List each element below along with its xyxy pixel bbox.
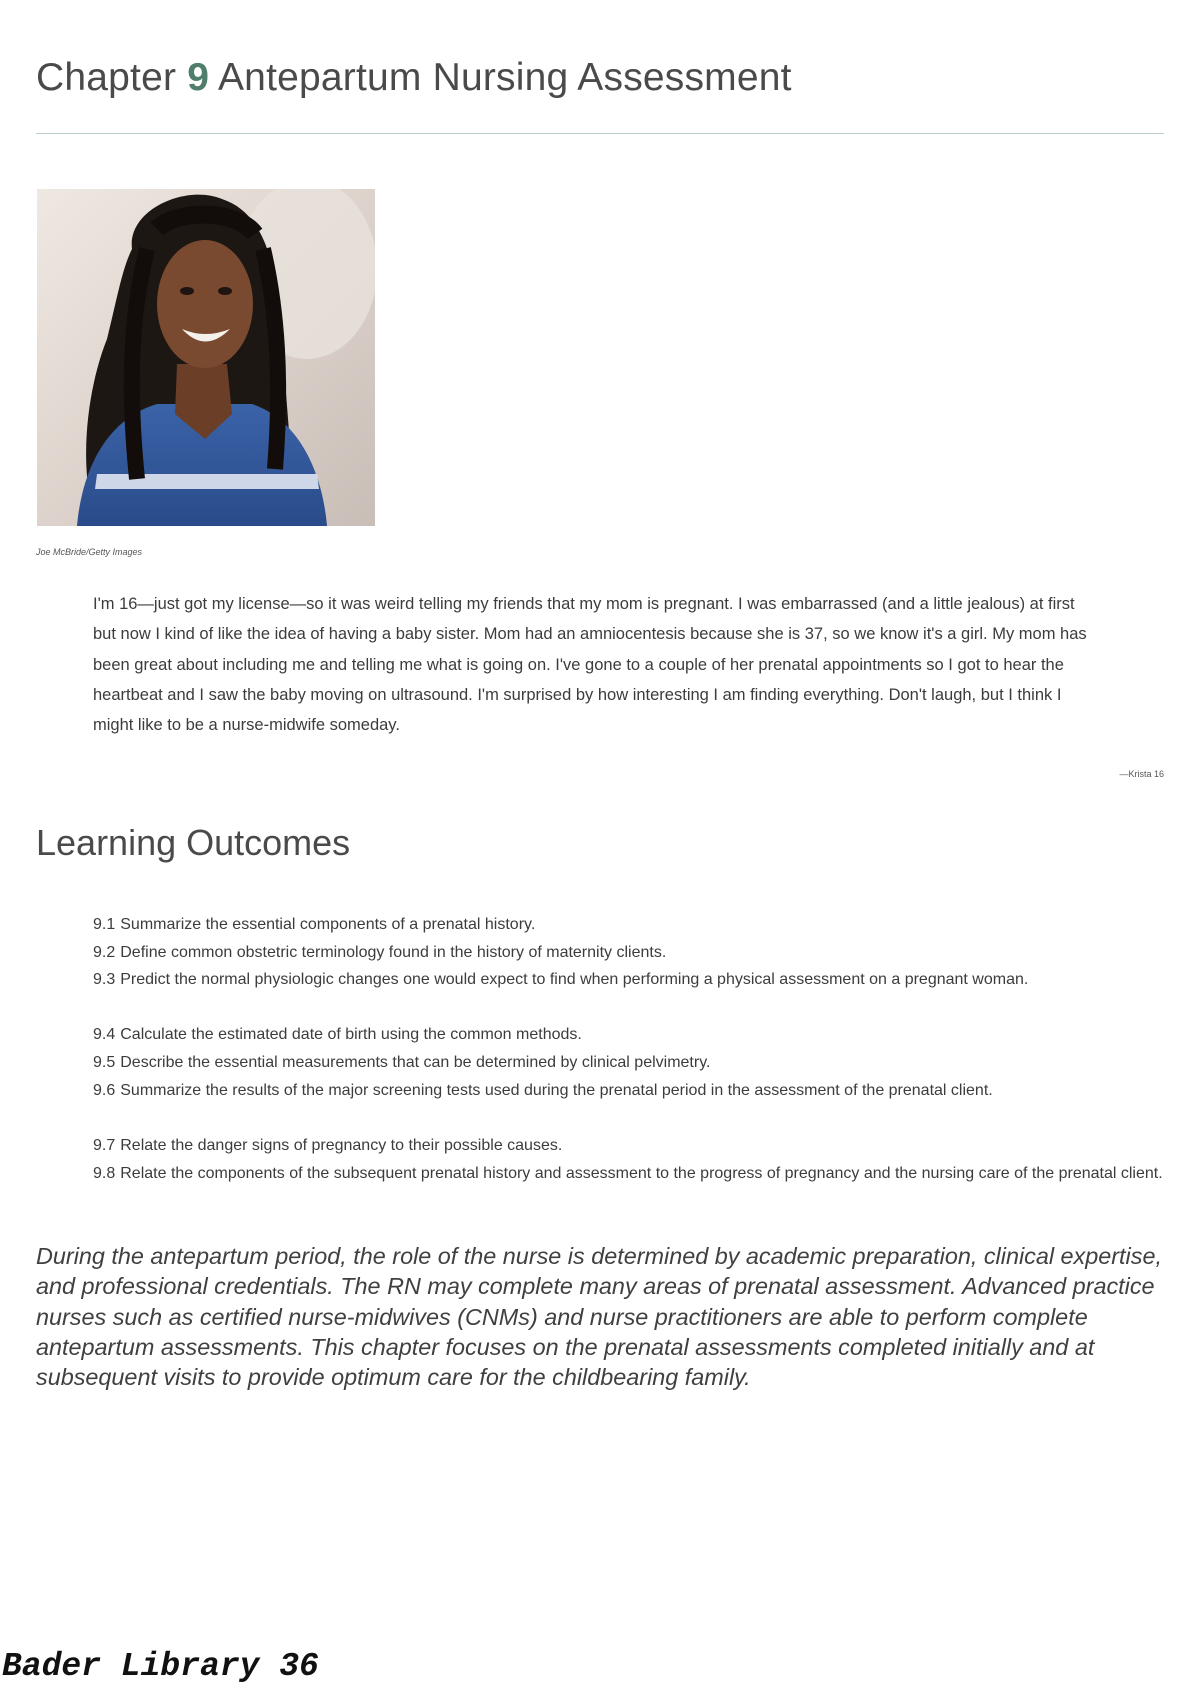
learning-outcomes-heading: Learning Outcomes: [36, 822, 351, 863]
learning-outcome-item: [93, 1073, 1173, 1108]
photo-credit: Joe McBride/Getty Images: [36, 547, 143, 557]
library-footer-label: Bader Library 36: [2, 1648, 319, 1685]
chapter-number: 9: [187, 56, 210, 99]
chapter-intro-paragraph: During the antepartum period, the role of the nurse is determined by academic preparation, clinical expertise, and professional credentials. The RN may complete many areas of prenatal assessment. Advanced practice nurses such as certified nurse-midwives (CNMs) and nurse practitioners are able to perform complete antepartum assessments. This chapter focuses on the prenatal assessments completed initially and at subsequent visits to provide optimum care for the childbearing family.: [36, 1243, 1162, 1391]
outcome-code: 9.2: [93, 944, 116, 961]
quote-attribution: —Krista 16: [1119, 769, 1164, 779]
outcome-code: 9.5: [93, 1054, 116, 1071]
outcome-text: Describe the essential measurements that can be determined by clinical pelvimetry.: [120, 1054, 711, 1071]
outcome-code: 9.7: [93, 1137, 116, 1154]
chapter-prefix: Chapter: [36, 56, 188, 99]
outcome-text: Define common obstetric terminology found in the history of maternity clients.: [120, 944, 667, 961]
outcome-text: Relate the components of the subsequent prenatal history and assessment to the progress of pregnancy and the nursing care of the prenatal client.: [120, 1165, 1163, 1182]
outcome-text: Summarize the essential components of a prenatal history.: [120, 916, 536, 933]
chapter-opener-photo: [37, 189, 375, 526]
outcome-text: Relate the danger signs of pregnancy to their possible causes.: [120, 1137, 563, 1154]
learning-outcome-item: [93, 1156, 1173, 1191]
chapter-title-text: Antepartum Nursing Assessment: [209, 56, 792, 99]
opening-quote: I'm 16—just got my license—so it was weird telling my friends that my mom is pregnant. I was embarrassed (and a little jealous) at first but now I kind of like the idea of having a baby sister. Mom had an amniocentesis because she is 37, so we know it's a girl. My mom has been great about including me and telling me what is going on. I've gone to a couple of her prenatal appointments so I got to hear the heartbeat and I saw the baby moving on ultrasound. I'm surprised by how interesting I am finding everything. Don't laugh, but I think I might like to be a nurse-midwife someday.: [93, 595, 1087, 735]
chapter-title: [36, 56, 792, 100]
outcome-text: Summarize the results of the major screening tests used during the prenatal period in the assessment of the prenatal client.: [120, 1082, 993, 1099]
outcome-code: 9.6: [93, 1082, 116, 1099]
learning-outcome-item: [93, 962, 1173, 997]
outcome-text: Calculate the estimated date of birth using the common methods.: [120, 1026, 582, 1043]
outcome-text: Predict the normal physiologic changes one would expect to find when performing a physical assessment on a pregnant woman.: [120, 971, 1029, 988]
title-divider: [36, 133, 1164, 134]
outcome-code: 9.1: [93, 916, 116, 933]
outcome-code: 9.4: [93, 1026, 116, 1043]
outcome-code: 9.3: [93, 971, 116, 988]
outcome-code: 9.8: [93, 1165, 116, 1182]
